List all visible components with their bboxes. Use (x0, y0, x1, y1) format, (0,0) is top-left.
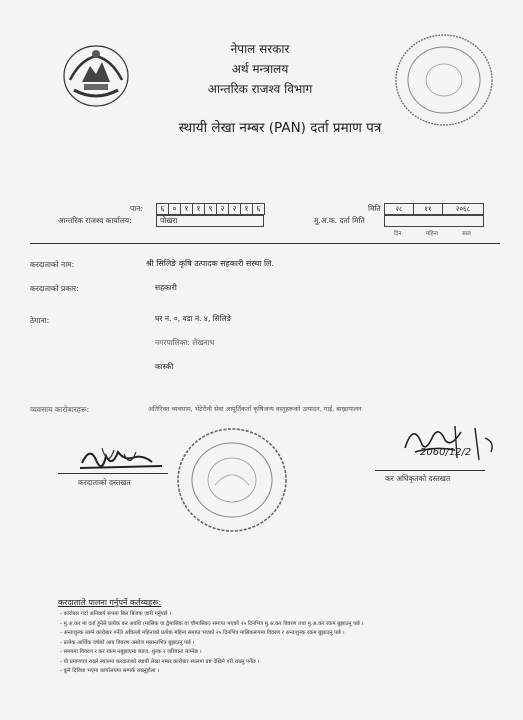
reg-date-boxes (384, 215, 484, 227)
address-line-2: नगरपालिका: लेखनाथ (155, 338, 215, 347)
issue-date-day: २८ (385, 204, 414, 214)
office-value: पोखरा (156, 215, 264, 227)
taxpayer-name-label: करदाताको नाम: (30, 260, 75, 269)
pan-digit: १ (193, 204, 205, 214)
office-seal (175, 425, 290, 535)
business-label: व्यवसाय कारोबारहरू: (30, 405, 90, 414)
issue-date-year: २०६८ (455, 205, 471, 213)
address-label: ठेगाना: (30, 316, 50, 325)
date-sub-year: साल (462, 231, 471, 237)
note-item: - यो प्रमाणपत्र राख्ने स्थानमा करदाताको स्थायी लेखा नम्बर कारोबार स्थलमा प्रष्ट देखिने गरी राख्नु पर्नेछ । (60, 658, 260, 665)
pan-digit: ६ (157, 204, 169, 214)
notes-heading: करदाताले पालना गर्नुपर्ने कर्तव्यहरू: (58, 598, 162, 607)
reg-date-label: मु.अ.क. दर्ता मिति (314, 216, 365, 225)
notes-list (60, 610, 515, 677)
note-item: - कुनै दिविधा भएमा कार्यालयमा सम्पर्क राख्नुहोला । (60, 668, 160, 674)
header-line-2: अर्थ मन्त्रालय (231, 62, 289, 76)
pan-digit: २ (217, 204, 229, 214)
nepal-government-emblem (60, 40, 132, 112)
issue-date-boxes (384, 203, 484, 215)
officer-signature-line (375, 470, 485, 471)
note-item: - कारोबार गर्दा अनिवार्य रूपमा बिल बिजक जारी गर्नुपर्छ । (60, 611, 172, 617)
note-item: - प्रत्येक आर्थिक वर्षको आय विवरण असोज मसान्तभित्र बुझाउनु पर्छ । (60, 639, 195, 646)
divider (30, 243, 500, 244)
header-line-1: नेपाल सरकार (230, 42, 290, 56)
office-label: आन्तरिक राजश्व कार्यालय: (58, 216, 132, 225)
issue-date-label: मिति (368, 204, 381, 213)
date-sub-month: महिना (426, 231, 439, 237)
pan-digit: २ (229, 204, 241, 214)
office-stamp (392, 30, 497, 130)
issue-date-month: ११ (414, 204, 443, 214)
taxpayer-signature-label: करदाताको दस्तखत (78, 478, 131, 487)
pan-label: पान: (130, 204, 143, 213)
address-line-1: घर नं. ०, वडा नं. ४, सिलिङे (155, 314, 232, 323)
taxpayer-name-value: श्री सिलिङे कृषि उत्पादक सहकारी संस्था लि. (146, 259, 275, 268)
pan-digit: १ (241, 204, 253, 214)
date-sub-day: दिन (394, 231, 402, 237)
pan-digit: ९ (205, 204, 217, 214)
pan-digit: ६ (256, 204, 261, 213)
note-item: - मु.अ.कर मा दर्ता हुनेले प्रत्येक कर अवधि (मासिक वा द्वैमासिक वा चौमासिक) समाप्त भएको २५ दिनभित्र मु.अ.कर विवरण तथा मु.अ.कर रकम बुझाउनु पर्छ । (60, 620, 364, 627)
note-item: - अन्तःशुल्क लाग्ने कारोबार गर्नेले अघिल्लो महिनाको प्रत्येक महिना समाप्त भएको २५ दिनभित्र मासिकरूपमा विवरण र अन्तःशुल्क रकम बुझाउनु पर्छ । (60, 630, 345, 636)
business-value: अतिरिक्त व्यवसाय, भेटेरीनी सेवा आपूर्तिकर्ता कृषिजन्य वस्तुहरूको उत्पादन, गाई, बाख्रापालन (148, 405, 362, 413)
taxpayer-signature-line (58, 473, 168, 474)
pan-digit: ० (169, 204, 181, 214)
address-line-3: कास्की (155, 362, 174, 371)
header-line-3: आन्तरिक राजश्व विभाग (207, 82, 313, 96)
taxpayer-type-label: करदाताको प्रकार: (30, 284, 79, 293)
pan-digit: १ (181, 204, 193, 214)
officer-signature-date: 2060/12/2 (420, 447, 472, 458)
taxpayer-type-value: सहकारी (155, 283, 177, 292)
taxpayer-signature (72, 438, 172, 478)
officer-signature (395, 418, 505, 468)
pan-digits (156, 203, 265, 215)
note-item: - समयमा विवरण र कर रकम नबुझाएमा ब्याज, शुल्क र जरिवाना लाग्नेछ । (60, 649, 202, 655)
document-title: स्थायी लेखा नम्बर (PAN) दर्ता प्रमाण पत्र (178, 120, 382, 136)
officer-signature-label: कर अधिकृतको दस्तखत (385, 474, 451, 483)
